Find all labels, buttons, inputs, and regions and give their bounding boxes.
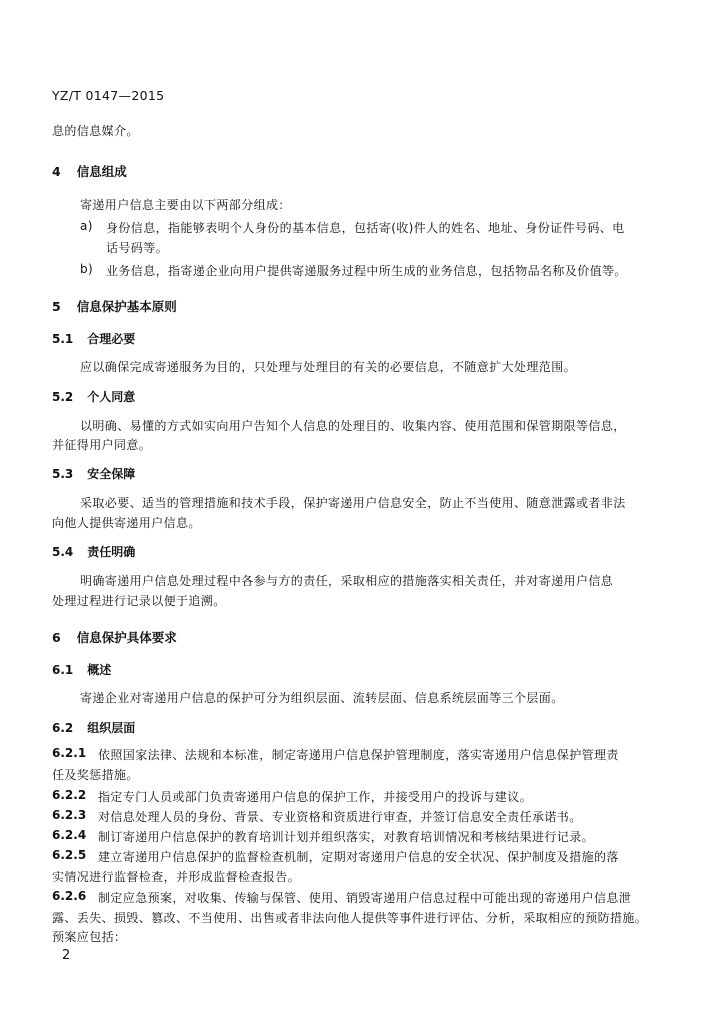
continuation-text: 息的信息媒介。: [52, 124, 139, 138]
subsection-title: 合理必要: [87, 332, 136, 346]
clause-line: 依照国家法律、法规和本标准，制定寄递用户信息保护管理制度，落实寄递用户信息保护管理责: [98, 748, 619, 762]
clause-number: 6.2.4: [52, 828, 87, 842]
subsection-number: 5.3: [52, 467, 74, 481]
subsection-6-1-heading: [52, 661, 111, 678]
clause-number: 6.2.3: [52, 808, 87, 822]
clause-line: 制订寄递用户信息保护的教育培训计划并组织落实，对教育培训情况和考核结果进行记录。: [98, 830, 595, 844]
paragraph-line: 以明确、易懂的方式如实向用户告知个人信息的处理目的、收集内容、使用范围和保管期限等信息，: [80, 419, 626, 433]
subsection-5-4-heading: [52, 543, 135, 560]
subsection-title: 安全保障: [87, 467, 136, 481]
paragraph-line: 寄递企业对寄递用户信息的保护可分为组织层面、流转层面、信息系统层面等三个层面。: [80, 691, 564, 705]
standard-code: YZ/T 0147—2015: [52, 88, 165, 103]
subsection-number: 5.1: [52, 332, 74, 346]
paragraph-line: 并征得用户同意。: [52, 438, 152, 452]
section-title: 信息保护基本原则: [76, 299, 177, 314]
clause-line: 露、丢失、损毁、篡改、不当使用、出售或者非法向他人提供等事件进行评估、分析，采取相应的预防措施。: [52, 911, 648, 925]
list-item-a-line: 话号码等。: [106, 241, 169, 255]
paragraph-line: 处理过程进行记录以便于追溯。: [52, 594, 226, 608]
subsection-6-2-heading: [52, 719, 135, 736]
clause-line: 指定专门人员或部门负责寄递用户信息的保护工作，并接受用户的投诉与建议。: [98, 790, 533, 804]
clause-number: 6.2.2: [52, 788, 87, 802]
section-5-heading: [52, 297, 177, 315]
section-4-heading: [52, 162, 127, 180]
list-label-b: b): [80, 262, 94, 276]
clause-line: 实情况进行监督检查，并形成监督检查报告。: [52, 870, 301, 884]
section-title: 信息组成: [76, 164, 127, 179]
section-6-heading: [52, 628, 177, 646]
clause-number: 6.2.5: [52, 848, 87, 862]
subsection-title: 个人同意: [87, 390, 136, 404]
section-number: 6: [52, 630, 61, 645]
clause-number: 6.2.1: [52, 746, 87, 760]
clause-line: 对信息处理人员的身份、背景、专业资格和资质进行审查，并签订信息安全责任承诺书。: [98, 810, 582, 824]
clause-line: 预案应包括：: [52, 930, 127, 944]
subsection-number: 5.2: [52, 390, 74, 404]
paragraph-line: 明确寄递用户信息处理过程中各参与方的责任，采取相应的措施落实相关责任，并对寄递用户信息: [80, 574, 614, 588]
clause-line: 制定应急预案，对收集、传输与保管、使用、销毁寄递用户信息过程中可能出现的寄递用户信息泄: [98, 891, 632, 905]
subsection-number: 5.4: [52, 545, 74, 559]
subsection-number: 6.2: [52, 721, 74, 735]
section-number: 4: [52, 164, 61, 179]
subsection-number: 6.1: [52, 663, 74, 677]
subsection-title: 责任明确: [87, 545, 136, 559]
paragraph-line: 应以确保完成寄递服务为目的，只处理与处理目的有关的必要信息，不随意扩大处理范围。: [80, 360, 577, 374]
page-number: 2: [62, 948, 71, 963]
paragraph: 寄递用户信息主要由以下两部分组成：: [80, 198, 291, 212]
clause-line: 任及奖惩措施。: [52, 768, 139, 782]
subsection-5-3-heading: [52, 465, 135, 482]
list-item-a-line: 身份信息，指能够表明个人身份的基本信息，包括寄(收)件人的姓名、地址、身份证件号码、电: [106, 221, 625, 235]
clause-line: 建立寄递用户信息保护的监督检查机制，定期对寄递用户信息的安全状况、保护制度及措施的落: [98, 850, 619, 864]
list-item-b-line: 业务信息，指寄递企业向用户提供寄递服务过程中所生成的业务信息，包括物品名称及价值等。: [106, 264, 627, 278]
section-number: 5: [52, 299, 61, 314]
subsection-title: 概述: [87, 663, 112, 677]
paragraph-line: 向他人提供寄递用户信息。: [52, 516, 201, 530]
subsection-5-2-heading: [52, 388, 135, 405]
list-label-a: a): [80, 219, 93, 233]
section-title: 信息保护具体要求: [76, 630, 177, 645]
clause-number: 6.2.6: [52, 889, 87, 903]
subsection-5-1-heading: [52, 330, 135, 347]
subsection-title: 组织层面: [87, 721, 136, 735]
paragraph-line: 采取必要、适当的管理措施和技术手段，保护寄递用户信息安全，防止不当使用、随意泄露或者非法: [80, 496, 626, 510]
